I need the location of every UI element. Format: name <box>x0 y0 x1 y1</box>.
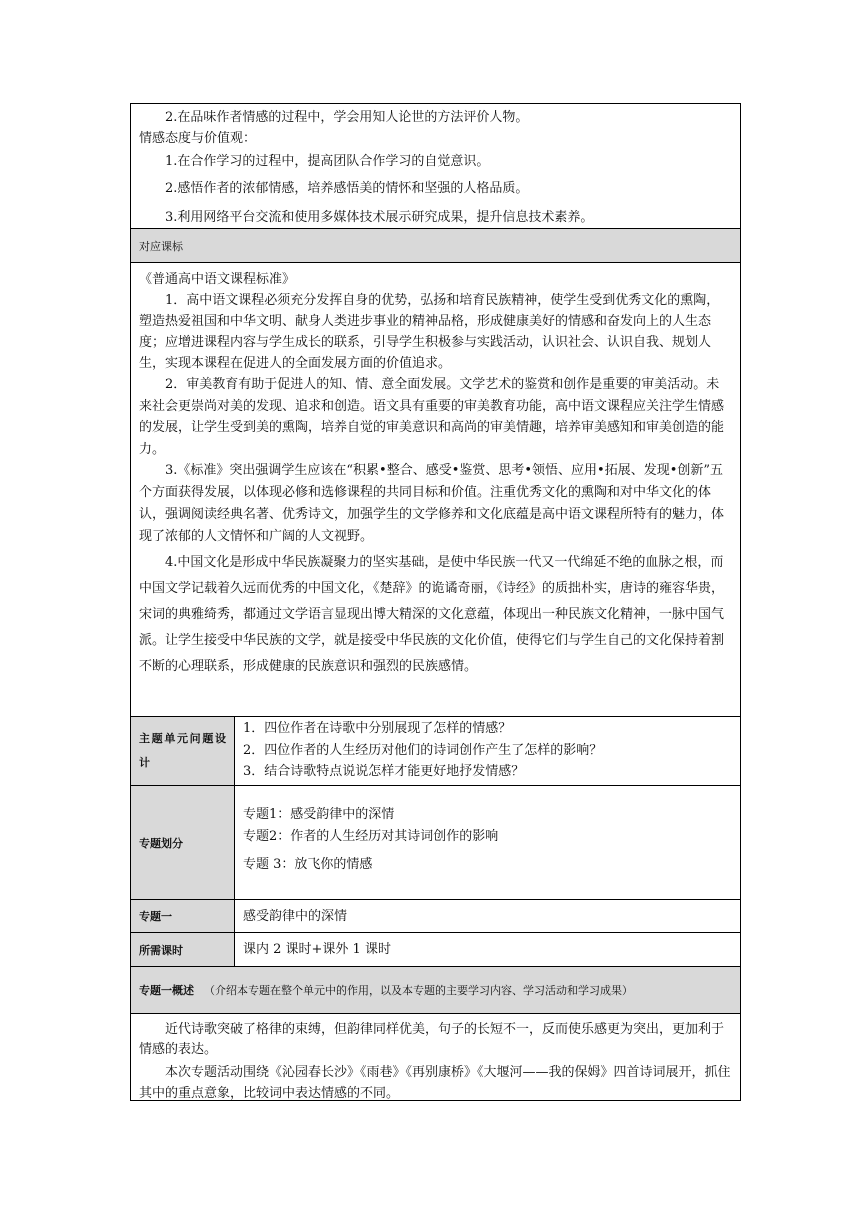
skill-item-2: 2.在品味作者情感的过程中，学会用知人论世的方法评价人物。 <box>165 110 529 125</box>
overview-para-2: 本次专题活动围绕《沁园春长沙》《雨巷》《再别康桥》《大堰河——我的保姆》四首诗词展开，抓住其中的重点意象，比较词中表达情感的不同。 <box>139 1065 731 1101</box>
topic-one-row <box>131 899 740 932</box>
division-item-3: 专题 3：放飞你的情感 <box>243 857 373 872</box>
attitude-heading: 情感态度与价值观： <box>139 131 257 146</box>
hours-value: 课内 2 课时+课外 1 课时 <box>243 942 391 957</box>
question-item-1: 1．四位作者在诗歌中分别展现了怎样的情感？ <box>243 721 512 736</box>
questions-row <box>131 716 740 785</box>
overview-cell <box>131 1013 740 1100</box>
division-row <box>131 785 740 899</box>
goals-cell <box>131 104 740 228</box>
questions-list <box>235 717 740 785</box>
standards-para-3: 3.《标准》突出强调学生应该在“积累•整合、感受•鉴赏、思考•领悟、应用•拓展、发现•创新”五个方面获得发展，以体现必修和选修课程的共同目标和价值。注重优秀文化的熏陶和对中华文化的体认，强调阅读经典名著、优秀诗文，加强学生的文学修养和文化底蕴是高中语文课程所特有的魅力，体现了浓郁的人文情怀和广阔的人文视野。 <box>139 463 725 544</box>
division-item-1: 专题1：感受韵律中的深情 <box>243 807 395 822</box>
unit-design-table <box>130 103 741 1101</box>
question-item-2: 2．四位作者的人生经历对他们的诗词创作产生了怎样的影响？ <box>243 742 603 758</box>
standards-para-2: 2．审美教育有助于促进人的知、情、意全面发展。文学艺术的鉴赏和创作是重要的审美活动。未来社会更崇尚对美的发现、追求和创造。语文具有重要的审美教育功能，高中语文课程应关注学生情感的发展，让学生受到美的熏陶，培养自觉的审美意识和高尚的审美情趣，培养审美感知和审美创造的能力。 <box>139 377 725 457</box>
division-item-2: 专题2：作者的人生经历对其诗词创作的影响 <box>243 829 499 844</box>
overview-note: （介绍本专题在整个单元中的作用，以及本专题的主要学习内容、学习活动和学习成果） <box>204 984 633 997</box>
question-item-3: 3．结合诗歌特点说说怎样才能更好地抒发情感？ <box>243 764 525 779</box>
overview-label: 专题一概述 <box>139 984 194 997</box>
hours-label: 所需课时 <box>131 933 235 966</box>
standards-title: 《普通高中语文课程标准》 <box>139 272 296 287</box>
division-label: 专题划分 <box>131 786 235 899</box>
overview-header <box>131 966 740 1013</box>
topic-one-value: 感受韵律中的深情 <box>243 908 348 924</box>
attitude-item-2: 2.感悟作者的浓郁情感，培养感悟美的情怀和坚强的人格品质。 <box>165 181 529 196</box>
standards-para-1: 1．高中语文课程必须充分发挥自身的优势，弘扬和培育民族精神，使学生受到优秀文化的熏陶，塑造热爱祖国和中华文明、献身人类进步事业的精神品格，形成健康美好的情感和奋发向上的人生态度；应增进课程内容与学生成长的联系，引导学生积极参与实践活动，认识社会、认识自我、规划人生，实现本课程在促进人的全面发展方面的价值追求。 <box>139 293 720 371</box>
attitude-item-3: 3.利用网络平台交流和使用多媒体技术展示研究成果，提升信息技术素养。 <box>165 210 594 225</box>
hours-row <box>131 932 740 966</box>
topic-one-label: 专题一 <box>131 900 235 932</box>
standards-header <box>131 228 740 262</box>
standards-para-4: 4.中国文化是形成中华民族凝聚力的坚实基础，是使中华民族一代又一代绵延不绝的血脉之根，而中国文学记载着久远而优秀的中国文化，《楚辞》的诡谲奇丽，《诗经》的质拙朴实，唐诗的雍容华贵，宋词的典雅绮秀，都通过文学语言显现出博大精深的文化意蕴，体现出一种民族文化精神，一脉中国气派。让学生接受中华民族的文学，就是接受中华民族的文化价值，使得它们与学生自己的文化保持着割不断的心理联系，形成健康的民族意识和强烈的民族感情。 <box>139 555 725 674</box>
questions-label: 主题单元问题设计 <box>131 717 235 785</box>
attitude-item-1: 1.在合作学习的过程中，提高团队合作学习的自觉意识。 <box>165 154 490 169</box>
standards-header-label: 对应课标 <box>139 239 183 253</box>
overview-para-1: 近代诗歌突破了格律的束缚，但韵律同样优美，句子的长短不一，反而使乐感更为突出，更加利于情感的表达。 <box>139 1022 725 1057</box>
division-list <box>235 786 740 899</box>
standards-cell <box>131 262 740 716</box>
